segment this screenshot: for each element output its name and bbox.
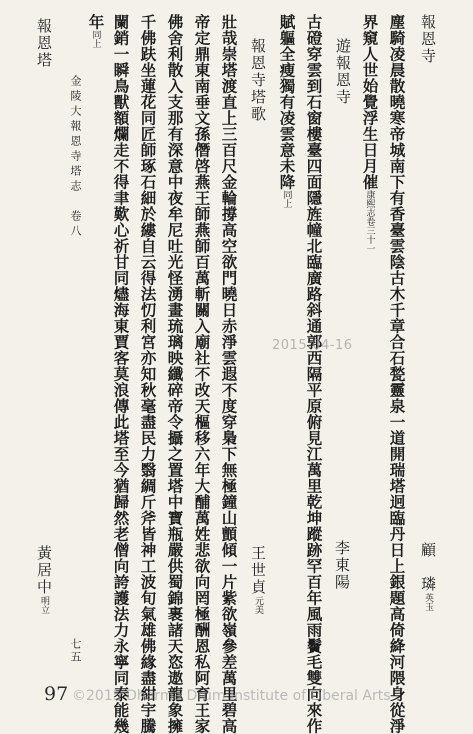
date-stamp: 2015-04-16 (272, 338, 353, 353)
source-note: 同上 (90, 30, 101, 48)
author-style-name: 英玉 (423, 593, 433, 611)
verse-column: 千佛趺坐蓮花同匠師琢石細於縷自云得法忉利宮亦知秋毫盡民力翳綢斤斧皆神工波旬氣雄佛緣盡紺宇騰 (138, 14, 158, 734)
author-style-name: 元美 (253, 596, 263, 614)
poem-title: 報恩寺 (419, 14, 437, 65)
verse-column: 佛舍利散入支那有深意中夜牟尼吐光怪湧畫琉璃映纖碎帝令攝之置塔中寶瓶嚴供蜀錦裹諸天恣遨龍象擁 (165, 14, 185, 734)
margin-page-number: 七五 (69, 638, 82, 664)
author-name: 顧 璘 (419, 542, 437, 593)
verse-column: 古磴穿雲到石窗樓臺四面隱旌幢北臨廣路斜通郭西隔平原俯見江萬里乾坤蹤跡罕百年風雨鬢毛雙向來作 (304, 14, 324, 734)
verse-text: 界窺人世始覺浮生日月催 (360, 14, 380, 190)
source-note: 康熙志卷三十一 (364, 190, 375, 253)
verse-text: 年 (86, 14, 106, 30)
author-name: 王世貞 (249, 545, 267, 596)
verse-column: 闌銷一瞬鳥獸額爛走不得聿歎心祈甘同燼海東賈客莫浪傳此塔至今猶歸然老僧向誇護法力永寧同泰能幾 (111, 14, 131, 734)
verse-text: 賦軀全瘦獨有凌雲意未降 (277, 14, 297, 190)
verse-column (279, 14, 295, 208)
verse-column: 帝定鼎東南垂文孫僭啓燕王師燕師百萬斬關入廟社不改天樞移六年大酺萬姓悲欲向罔極酬恩私阿育王家 (192, 14, 212, 734)
poem-title: 報恩塔 (35, 18, 53, 69)
verse-column: 塵騎凌晨散曉寒帝城南下有香臺雲陰古木千章合石甃靈泉一道開瑞塔迥臨丹日上銀題高倚絳河隈身從淨 (387, 14, 407, 734)
poem-author (36, 545, 51, 614)
poem-title: 報恩寺塔歌 (249, 38, 267, 123)
verse-column: 壯哉崇塔渡直上三百尺金輪撐高空欲門曉日赤淨雲遐不度穿梟下無極鐘山顫傾一片紫欲嶺參差萬里碧高 (219, 14, 239, 734)
source-note: 同上 (281, 190, 292, 208)
verse-column (362, 14, 378, 253)
poem-author: 李東陽 (333, 540, 351, 591)
author-name: 黃居中 (35, 545, 53, 596)
author-style-name: 明立 (39, 596, 49, 614)
poem-author (250, 545, 265, 614)
margin-book-title: 金陵大報恩寺塔志 卷八 (69, 75, 82, 240)
poem-title: 遊報恩寺 (334, 38, 352, 106)
verse-column (88, 14, 104, 48)
copyright-watermark: ©2015 Dharma Drum Institute of Liberal Arts (72, 688, 391, 704)
poem-author (420, 542, 435, 611)
folio-number: 97 (44, 683, 69, 705)
